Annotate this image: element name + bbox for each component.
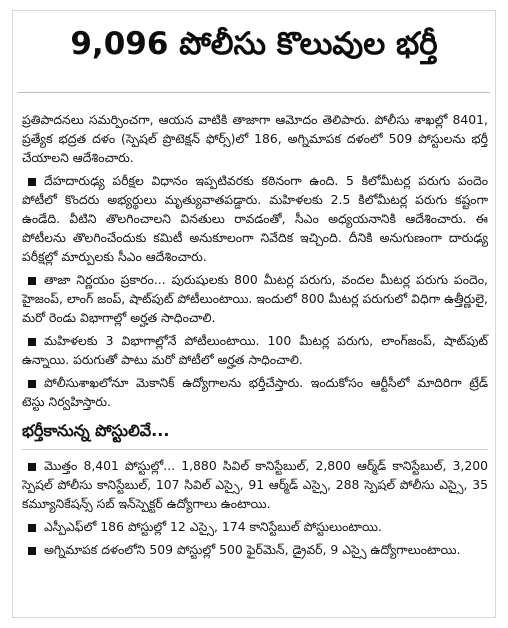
bullet-text: పోలీసుశాఖలోనూ మెకానిక్ ఉద్యోగాలను భర్తీచేస్తారు. ఇందుకోసం ఆర్టీసీలో మాదిరిగా ట్రేడ్ టెస్టు నిర్వహిస్తారు. bbox=[22, 375, 488, 409]
bullet-point bbox=[22, 270, 488, 327]
article-headline: 9,096 పోలీసు కొలువుల భర్తీ bbox=[70, 26, 438, 62]
post-item bbox=[22, 517, 488, 536]
square-bullet-icon bbox=[28, 374, 38, 384]
post-text: ఎస్పీఎఫ్‌లో 186 పోస్టుల్లో 12 ఎస్సై, 174 కానిస్టేబుల్ పోస్టులుంటాయి. bbox=[44, 519, 382, 534]
square-bullet-icon bbox=[28, 332, 38, 342]
section-subheading: భర్తీకానున్న పోస్టులివే... bbox=[22, 421, 170, 440]
post-item bbox=[22, 540, 488, 559]
square-bullet-icon bbox=[28, 271, 38, 281]
square-bullet-icon bbox=[28, 457, 38, 467]
intro-paragraph: ప్రతిపాదనలు సమర్పించగా, ఆయన వాటికి తాజాగా ఆమోదం తెలిపారు. పోలీసు శాఖల్లో 8401, ప్రత్యేక భద్రత దళం (స్పెషల్ ప్రొటెక్షన్ ఫోర్స్)లో 186, అగ్నిమాపక దళంలో 509 పోస్టులను భర్తీ చేయాలని ఆదేశించారు. bbox=[22, 112, 488, 165]
article-body bbox=[22, 110, 488, 563]
bullet-point bbox=[22, 373, 488, 411]
subheading-divider bbox=[22, 449, 488, 450]
headline-divider bbox=[18, 92, 490, 93]
bullet-text: తాజా నిర్ణయం ప్రకారం... పురుషులకు 800 మీటర్ల పరుగు, వందల మీటర్ల పరుగు పందెం, హైజంప్, లాంగ్ జంప్, షాట్‌పుట్ పోటీలుంటాయి. ఇందులో 800 మీటర్ల పరుగులో విధిగా ఉత్తీర్ణులై, మరో రెండు విభాగాల్లో అర్హత సాధించాలి. bbox=[22, 272, 488, 325]
bullet-text: మహిళలకు 3 విభాగాల్లోనే పోటీలుంటాయి. 100 మీటర్ల పరుగు, లాంగ్‌జంప్, షాట్‌పుట్ ఉన్నాయి. పరుగుతో పాటు మరో పోటీలో అర్హత సాధించాలి. bbox=[22, 333, 488, 367]
bullet-text: దేహదారుఢ్య పరీక్షల విధానం ఇప్పటివరకు కఠినంగా ఉంది. 5 కిలోమీటర్ల పరుగు పందెం పోటీలో కొందరు అభ్యర్థులు మృత్యువాతపడ్డారు. మహిళలకు 2.5 కిలోమీటర్ల పరుగు కష్టంగా ఉండేది. వీటిని తొలగించాలని వినతులు రావడంతో, సీఎం అధ్యయనానికి ఆదేశించారు. ఈ పోటీలను తొలగించేందుకు కమిటీ అనుకూలంగా నివేదిక ఇచ్చింది. దీనికి అనుగుణంగా దారుఢ్య పరీక్షల్లో మార్పులకు సీఎం ఆదేశించారు. bbox=[22, 173, 488, 264]
square-bullet-icon bbox=[28, 172, 38, 182]
square-bullet-icon bbox=[28, 541, 38, 551]
bullet-point bbox=[22, 171, 488, 266]
post-item bbox=[22, 456, 488, 513]
bullet-point bbox=[22, 331, 488, 369]
post-text: మొత్తం 8,401 పోస్టుల్లో... 1,880 సివిల్ కానిస్టేబుల్, 2,800 ఆర్మ్‌డ్ కానిస్టేబుల్, 3,200 స్పెషల్ పోలీసు కానిస్టేబుల్, 107 సివిల్ ఎస్సై, 91 ఆర్మ్‌డ్ ఎస్సై, 288 స్పెషల్ పోలీసు ఎస్సై, 35 కమ్యూనికేషన్స్ సబ్ ఇన్‌స్పెక్టర్ ఉద్యోగాలు ఉంటాయి. bbox=[22, 458, 488, 511]
square-bullet-icon bbox=[28, 518, 38, 528]
post-text: అగ్నిమాపక దళంలోని 509 పోస్టుల్లో 500 ఫైర్‌మెన్, డ్రైవర్, 9 ఎస్సై ఉద్యోగాలుంటాయి. bbox=[44, 542, 461, 557]
